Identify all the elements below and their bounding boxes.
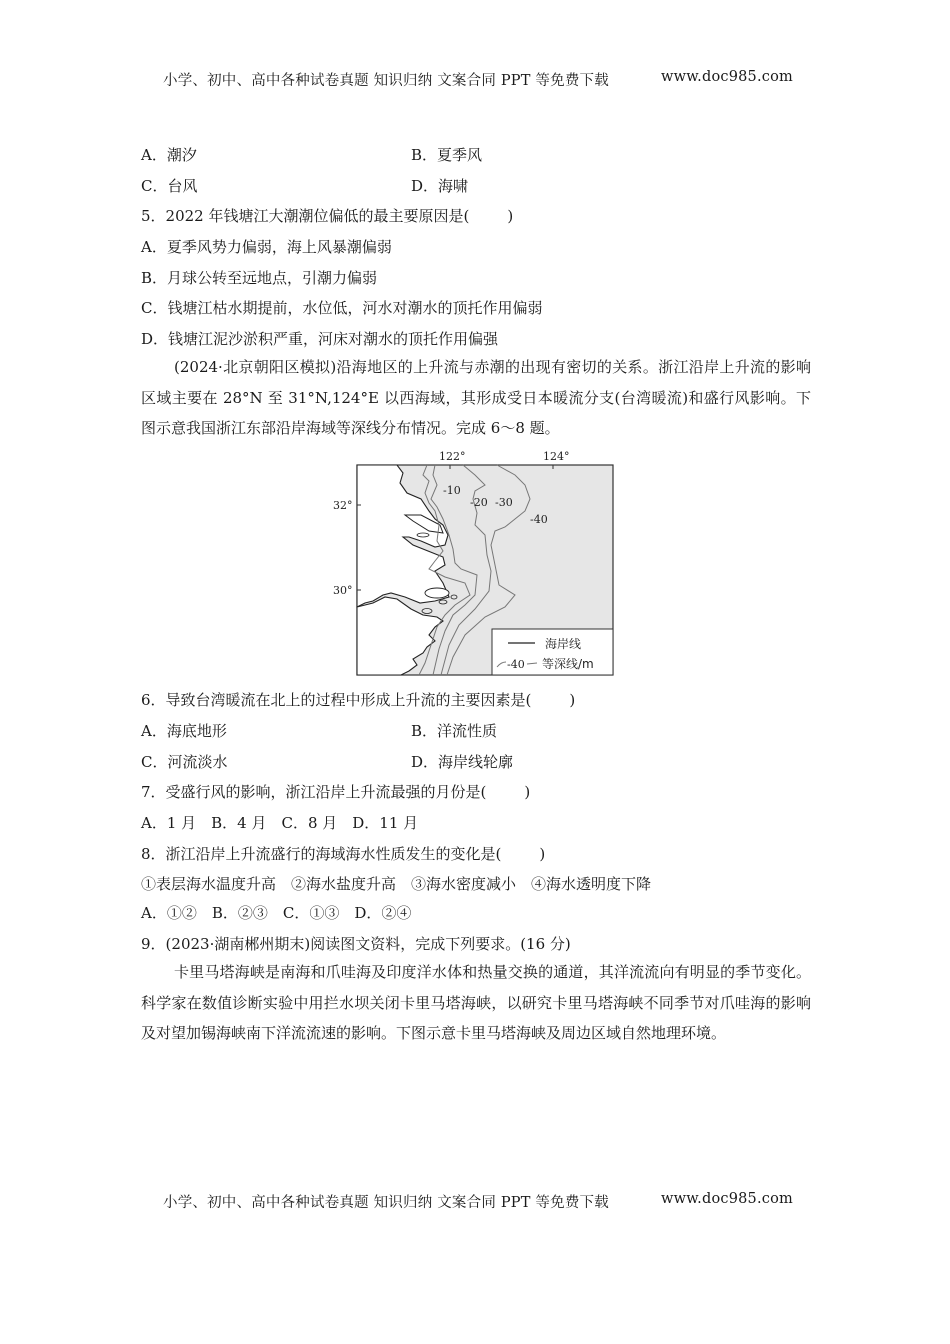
depth-label-20: -20 [470, 496, 488, 509]
q7-stem-text: 7．受盛行风的影响，浙江沿岸上升流最强的月份是( [141, 783, 487, 801]
q6-option-b: B．洋流性质 [411, 722, 498, 740]
q7-options: A．1 月 B．4 月 C．8 月 D．11 月 [141, 814, 419, 832]
q5-option-c: C．钱塘江枯水期提前，水位低，河水对潮水的顶托作用偏弱 [141, 299, 543, 317]
footer-text: 小学、初中、高中各种试卷真题 知识归纳 文案合同 PPT 等免费下载 [163, 1195, 609, 1211]
header-text: 小学、初中、高中各种试卷真题 知识归纳 文案合同 PPT 等免费下载 [163, 73, 609, 89]
q8-options: A．①② B．②③ C．①③ D．②④ [141, 904, 412, 922]
depth-label-30: -30 [495, 496, 513, 509]
q8-stem-text: 8．浙江沿岸上升流盛行的海域海水性质发生的变化是( [141, 845, 502, 863]
q5-close: ) [507, 207, 514, 225]
page-header [163, 69, 793, 90]
q7-stem [141, 781, 530, 802]
q4-option-b: B．夏季风 [411, 146, 483, 164]
q4-option-d: D．海啸 [411, 177, 469, 195]
q6-option-a: A．海底地形 [141, 722, 227, 740]
lon-label-122: 122° [439, 450, 466, 463]
q6-option-d: D．海岸线轮廓 [411, 753, 514, 771]
q5-option-b: B．月球公转至远地点，引潮力偏弱 [141, 269, 378, 287]
q6-option-c: C．河流淡水 [141, 753, 228, 771]
q8-items: ①表层海水温度升高 ②海水盐度升高 ③海水密度减小 ④海水透明度下降 [141, 875, 652, 893]
passage-6-8: (2024·北京朝阳区模拟)沿海地区的上升流与赤潮的出现有密切的关系。浙江沿岸上升流的影响区域主要在 28°N 至 31°N,124°E 以西海域，其形成受日本暖流分支(台湾暖流)和盛行风影响。下图示意我国浙江东部沿岸海域等深线分布情况。完成 6～8 题。 [141, 358, 811, 437]
q8-stem [141, 843, 545, 864]
q5-stem [141, 205, 513, 226]
page-footer [163, 1191, 793, 1212]
q4-option-a: A．潮汐 [141, 146, 197, 164]
lat-label-30: 30° [333, 584, 353, 597]
depth-label-10: -10 [443, 484, 461, 497]
header-url: www.doc985.com [661, 69, 793, 85]
legend-isobath-sample: -40 [507, 658, 525, 671]
map-legend [492, 629, 613, 675]
q5-option-a: A．夏季风势力偏弱，海上风暴潮偏弱 [141, 238, 392, 256]
q8-close: ) [539, 845, 546, 863]
depth-label-40: -40 [530, 513, 548, 526]
isobath-map [325, 445, 625, 680]
legend-coast-label: 海岸线 [545, 637, 582, 651]
q9-passage: 卡里马塔海峡是南海和爪哇海及印度洋水体和热量交换的通道，其洋流流向有明显的季节变化。科学家在数值诊断实验中用拦水坝关闭卡里马塔海峡，以研究卡里马塔海峡不同季节对爪哇海的影响及对望加锡海峡南下洋流流速的影响。下图示意卡里马塔海峡及周边区域自然地理环境。 [141, 963, 811, 1042]
lon-label-124: 124° [543, 450, 570, 463]
footer-url: www.doc985.com [661, 1191, 793, 1207]
q6-stem [141, 689, 575, 710]
q4-option-c: C．台风 [141, 177, 198, 195]
q5-option-d: D．钱塘江泥沙淤积严重，河床对潮水的顶托作用偏强 [141, 330, 499, 348]
legend-isobath-label: 等深线/m [542, 657, 594, 671]
q6-close: ) [569, 691, 576, 709]
lat-label-32: 32° [333, 499, 353, 512]
q5-stem-text: 5．2022 年钱塘江大潮潮位偏低的最主要原因是( [141, 207, 470, 225]
q9-stem: 9．(2023·湖南郴州期末)阅读图文资料，完成下列要求。(16 分) [141, 935, 571, 953]
q6-stem-text: 6．导致台湾暖流在北上的过程中形成上升流的主要因素是( [141, 691, 532, 709]
q7-close: ) [524, 783, 531, 801]
